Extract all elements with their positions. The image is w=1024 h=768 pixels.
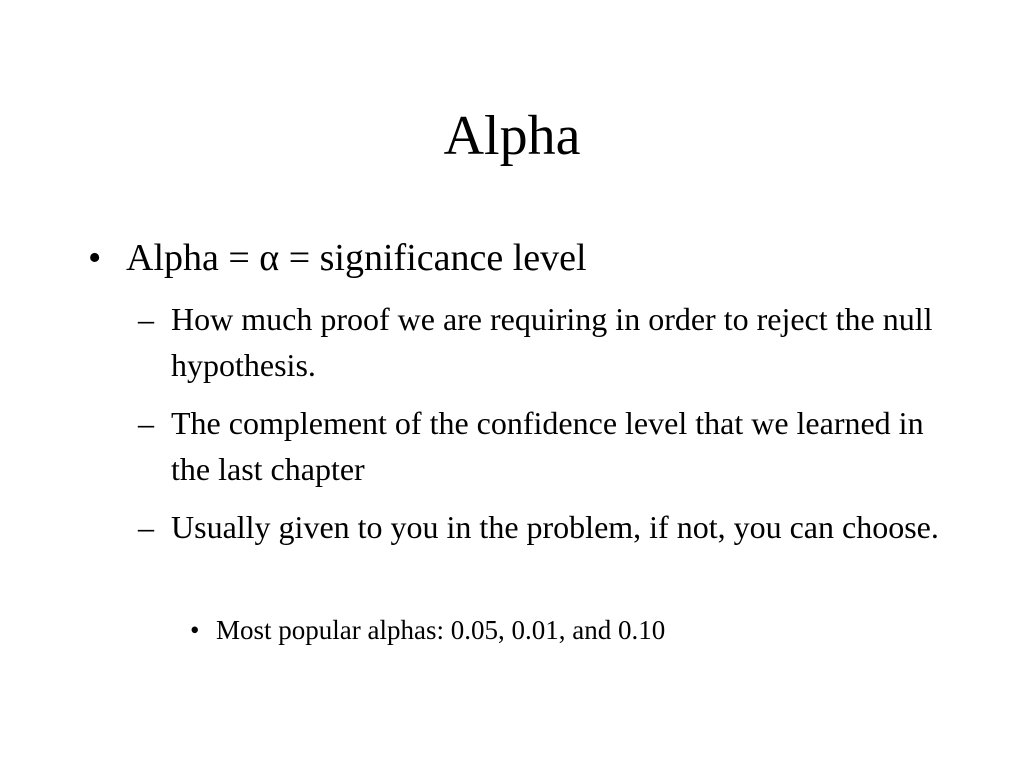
sub-bullet-text: Usually given to you in the problem, if not, you can choose. — [171, 509, 939, 545]
sub-bullet-complement — [138, 400, 958, 492]
sub-bullet-text: How much proof we are requiring in order to reject the null hypothesis. — [171, 301, 933, 383]
sub-bullet-text: The complement of the confidence level that we learned in the last chapter — [171, 405, 924, 487]
sub-sub-bullet-popular-alphas — [190, 612, 665, 648]
dash-marker: – — [138, 405, 154, 441]
bullet-level1-alpha — [88, 234, 587, 282]
slide-title: Alpha — [443, 105, 581, 167]
sub-sub-bullet-text: Most popular alphas: 0.05, 0.01, and 0.10 — [216, 615, 666, 645]
dash-marker: – — [138, 301, 154, 337]
dash-marker: – — [138, 509, 154, 545]
sub-bullet-usually-given — [138, 504, 958, 550]
bullet-text: Alpha = α = significance level — [126, 237, 587, 279]
bullet-marker: • — [88, 237, 102, 279]
sub-bullet-proof — [138, 296, 958, 388]
bullet-marker: • — [190, 615, 200, 645]
